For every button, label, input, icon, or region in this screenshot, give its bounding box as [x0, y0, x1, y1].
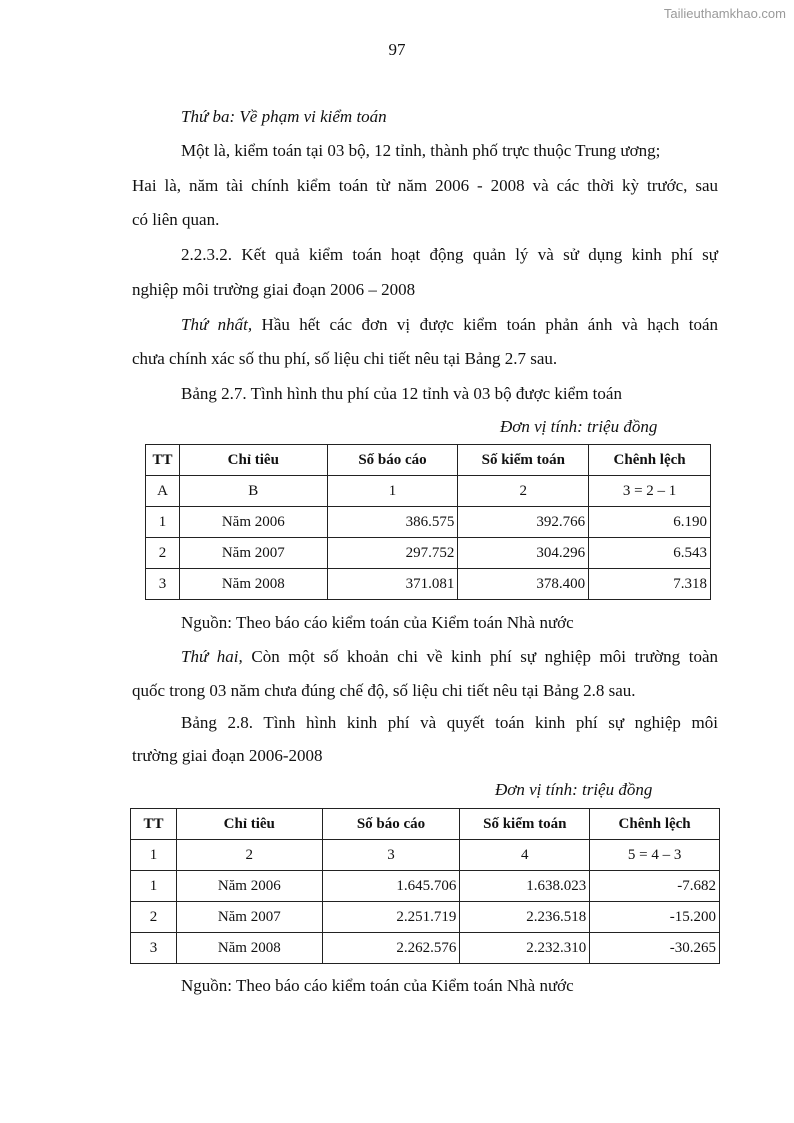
table-cell: 1 — [131, 840, 177, 871]
table-cell: 6.543 — [589, 538, 711, 569]
table-row — [146, 538, 711, 569]
table2-source: Nguồn: Theo báo cáo kiểm toán của Kiểm toán Nhà nước — [181, 976, 574, 995]
table-cell: Năm 2006 — [176, 871, 322, 902]
table-cell: A — [146, 476, 180, 507]
table2-caption: Bảng 2.8. Tình hình kinh phí và quyết toán kinh phí sự nghiệp môi — [181, 713, 718, 732]
table-row — [131, 933, 720, 964]
table-row — [131, 871, 720, 902]
table-code-row — [146, 476, 711, 507]
table-cell: 371.081 — [327, 569, 458, 600]
table2-unit: Đơn vị tính: triệu đồng — [495, 780, 653, 799]
table-cell: 2 — [146, 538, 180, 569]
paragraph-line: Hai là, năm tài chính kiểm toán từ năm 2006 - 2008 và các thời kỳ trước, sau — [132, 176, 718, 195]
table-cell: 392.766 — [458, 507, 589, 538]
table-cell: 3 — [146, 569, 180, 600]
table-row — [131, 902, 720, 933]
header-cell: Số kiểm toán — [458, 445, 589, 476]
table-cell: Năm 2007 — [176, 902, 322, 933]
table-cell: 297.752 — [327, 538, 458, 569]
table-cell: 2.236.518 — [460, 902, 590, 933]
table-cell: 3 — [322, 840, 460, 871]
paragraph-first — [181, 315, 718, 335]
table-cell: 1 — [327, 476, 458, 507]
table1-source: Nguồn: Theo báo cáo kiểm toán của Kiểm toán Nhà nước — [181, 613, 574, 632]
table-cell: 386.575 — [327, 507, 458, 538]
table-header-row — [146, 445, 711, 476]
table-2-8 — [130, 808, 720, 964]
lead-first: Thứ nhất, — [181, 315, 253, 334]
table-cell: -30.265 — [590, 933, 720, 964]
table-cell: 1 — [146, 507, 180, 538]
page-number: 97 — [388, 40, 406, 59]
table-cell: 2 — [131, 902, 177, 933]
table-cell: 3 — [131, 933, 177, 964]
table-header-row — [131, 809, 720, 840]
table-cell: 2 — [176, 840, 322, 871]
table-2-7 — [145, 444, 711, 600]
table-cell: -15.200 — [590, 902, 720, 933]
table-cell: 3 = 2 – 1 — [589, 476, 711, 507]
table-cell: 378.400 — [458, 569, 589, 600]
header-cell: TT — [131, 809, 177, 840]
header-cell: TT — [146, 445, 180, 476]
table-cell: Năm 2008 — [176, 933, 322, 964]
header-cell: Số báo cáo — [327, 445, 458, 476]
header-cell: Chỉ tiêu — [179, 445, 327, 476]
table-cell: 304.296 — [458, 538, 589, 569]
table-row — [146, 507, 711, 538]
watermark: Tailieuthamkhao.com — [663, 6, 786, 21]
paragraph-line: chưa chính xác số thu phí, số liệu chi tiết nêu tại Bảng 2.7 sau. — [132, 349, 558, 368]
table2-caption-cont: trường giai đoạn 2006-2008 — [132, 746, 323, 765]
heading-scope: Thứ ba: Về phạm vi kiểm toán — [181, 107, 387, 126]
table-cell: 7.318 — [589, 569, 711, 600]
section-heading: 2.2.3.2. Kết quả kiểm toán hoạt động quản lý và sử dụng kinh phí sự — [181, 245, 718, 264]
paragraph-line: quốc trong 03 năm chưa đúng chế độ, số liệu chi tiết nêu tại Bảng 2.8 sau. — [132, 681, 636, 700]
section-heading-cont: nghiệp môi trường giai đoạn 2006 – 2008 — [132, 280, 416, 299]
table-cell: 1.645.706 — [322, 871, 460, 902]
paragraph-line: có liên quan. — [132, 210, 220, 229]
header-cell: Số kiểm toán — [460, 809, 590, 840]
lead-second: Thứ hai, — [181, 647, 243, 666]
table-cell: 5 = 4 – 3 — [590, 840, 720, 871]
table1-unit: Đơn vị tính: triệu đồng — [500, 417, 658, 436]
header-cell: Chỉ tiêu — [176, 809, 322, 840]
header-cell: Số báo cáo — [322, 809, 460, 840]
table-cell: Năm 2008 — [179, 569, 327, 600]
table-cell: 1 — [131, 871, 177, 902]
paragraph-text: Hầu hết các đơn vị được kiểm toán phản ánh và hạch toán — [252, 315, 718, 334]
table-cell: 2.251.719 — [322, 902, 460, 933]
table-cell: 2.262.576 — [322, 933, 460, 964]
table-cell: Năm 2007 — [179, 538, 327, 569]
paragraph-line: Một là, kiểm toán tại 03 bộ, 12 tỉnh, thành phố trực thuộc Trung ương; — [181, 141, 661, 160]
table-cell: 1.638.023 — [460, 871, 590, 902]
header-cell: Chênh lệch — [590, 809, 720, 840]
table-cell: 2 — [458, 476, 589, 507]
table-cell: 6.190 — [589, 507, 711, 538]
paragraph-text: Còn một số khoản chi về kinh phí sự nghiệp môi trường toàn — [242, 647, 719, 666]
table1-caption: Bảng 2.7. Tình hình thu phí của 12 tỉnh và 03 bộ được kiểm toán — [181, 384, 622, 403]
table-code-row — [131, 840, 720, 871]
paragraph-second — [181, 647, 718, 667]
header-cell: Chênh lệch — [589, 445, 711, 476]
table-row — [146, 569, 711, 600]
table-cell: Năm 2006 — [179, 507, 327, 538]
table-cell: 2.232.310 — [460, 933, 590, 964]
table-cell: B — [179, 476, 327, 507]
table-cell: -7.682 — [590, 871, 720, 902]
table-cell: 4 — [460, 840, 590, 871]
